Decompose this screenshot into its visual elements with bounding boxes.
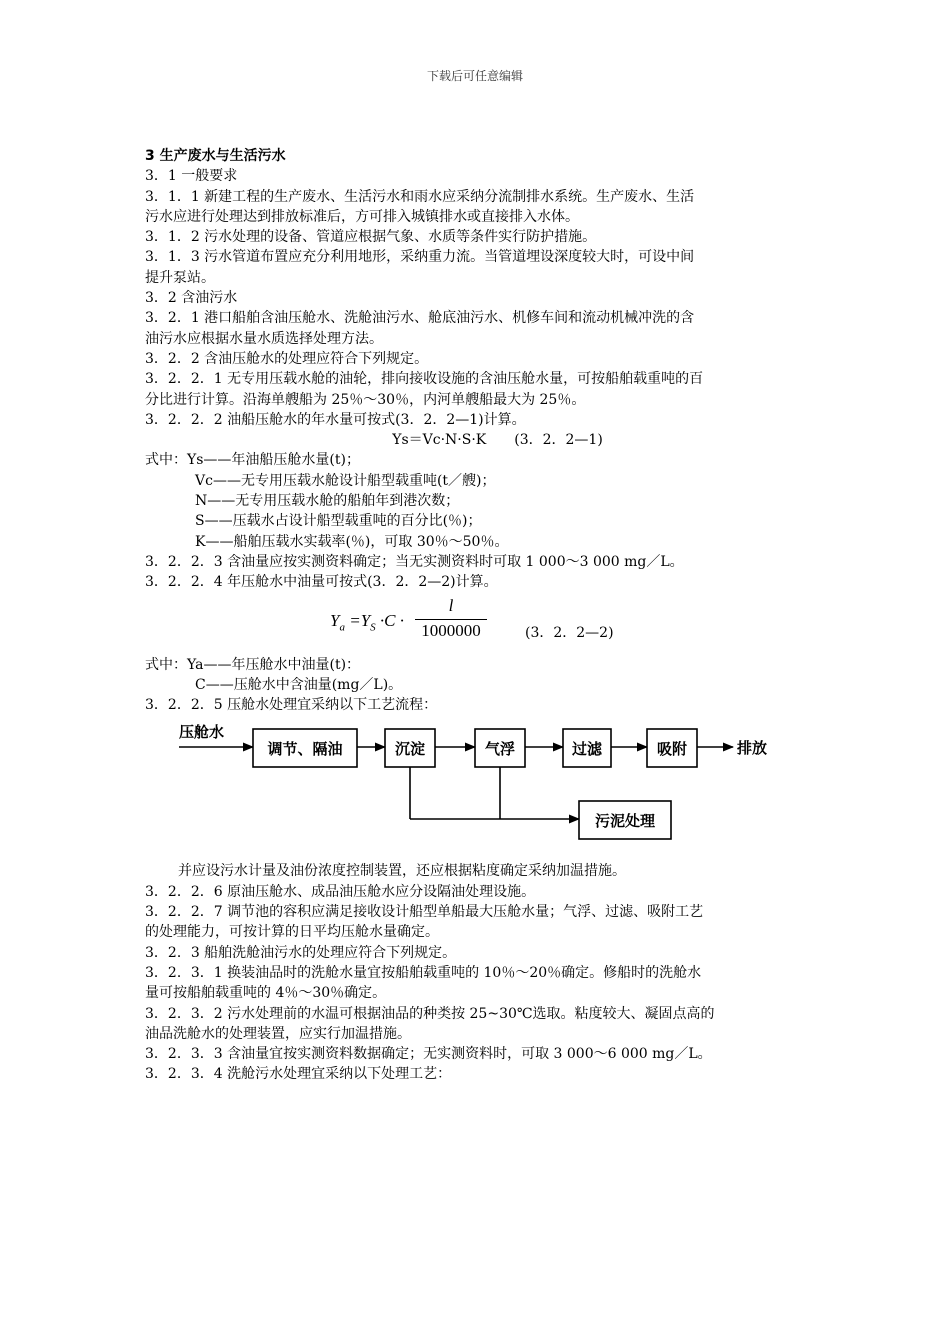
paragraph-line: 并应设污水计量及油份浓度控制装置，还应根据粘度确定采纳加温措施。 (178, 863, 626, 880)
flow-label-sludge: 污泥处理 (594, 812, 656, 831)
paragraph-line: 提升泵站。 (145, 269, 215, 286)
fraction-denominator: 1000000 (421, 620, 481, 640)
legend-line: Vc——无专用压载水舱设计船型载重吨(t／艘)； (195, 472, 496, 489)
paragraph-line: 3．1．2 污水处理的设备、管道应根据气象、水质等条件实行防护措施。 (145, 229, 597, 246)
paragraph-line: 3．2．2．5 压舱水处理宜采纳以下工艺流程： (145, 697, 438, 714)
process-flow-diagram (177, 721, 777, 857)
formula-2-lhs: $Y_a =Y_S \cdot C$ · (330, 610, 404, 633)
paragraph-line: 3．2．3 船舶洗舱油污水的处理应符合下列规定。 (145, 944, 457, 961)
paragraph-line: 3．2．3．2 污水处理前的水温可根据油品的种类按 25~30℃选取。粘度较大、凝固点高的 (145, 1005, 715, 1022)
paragraph-line: 油污水应根据水量水质选择处理方法。 (145, 330, 383, 347)
paragraph-line: 油品洗舱水的处理装置，应实行加温措施。 (145, 1025, 411, 1042)
paragraph-line: 污水应进行处理达到排放标准后，方可排入城镇排水或直接排入水体。 (145, 208, 579, 225)
paragraph-line: 3．2．3．3 含油量宜按实测资料数据确定；无实测资料时，可取 3 000～6 000 mg／L。 (145, 1046, 712, 1063)
paragraph-line: 分比进行计算。沿海单艘船为 25％～30％，内河单艘船最大为 25％。 (145, 391, 586, 408)
legend-line: N——无专用压载水舱的船舶年到港次数； (195, 493, 460, 510)
flow-output-label: 排放 (737, 739, 768, 758)
flow-label-settle: 沉淀 (394, 740, 426, 759)
flow-label-adsorb: 吸附 (656, 740, 688, 759)
formula-2-number: (3．2．2—2) (525, 624, 614, 641)
paragraph-line: 的处理能力，可按计算的日平均压舱水量确定。 (145, 924, 439, 941)
section-heading: 3 生产废水与生活污水 (145, 148, 286, 164)
flow-label-adjust: 调节、隔油 (267, 740, 343, 759)
paragraph-line: 3．2．2．7 调节池的容积应满足接收设计船型单船最大压舱水量；气浮、过滤、吸附工艺 (145, 904, 704, 921)
page-header: 下载后可任意编辑 (426, 69, 523, 83)
paragraph-line: 3．2．2．2 油船压舱水的年水量可按式(3．2．2—1)计算。 (145, 411, 526, 428)
flow-input-label: 压舱水 (179, 723, 225, 742)
paragraph-line: 3．2．2．1 无专用压载水舱的油轮，排向接收设施的含油压舱水量，可按船舶载重吨的百 (145, 371, 704, 388)
fraction-numerator: l (448, 595, 454, 615)
paragraph-line: 3．2．3．4 洗舱污水处理宜采纳以下处理工艺： (145, 1066, 452, 1083)
paragraph-line: 3．2．1 港口船舶含油压舱水、洗舱油污水、舱底油污水、机修车间和流动机械冲洗的含 (145, 310, 695, 327)
paragraph-line: 3．2．2．6 原油压舱水、成品油压舱水应分设隔油处理设施。 (145, 883, 536, 900)
formula-1: Ys＝Vc·N·S·K (3．2．2—1) (392, 432, 603, 449)
legend-line: 式中：Ya——年压舱水中油量(t)： (145, 656, 361, 673)
paragraph-line: 3．2．2．4 年压舱水中油量可按式(3．2．2—2)计算。 (145, 574, 498, 591)
formula-2-fraction (415, 593, 487, 642)
document-body (145, 146, 810, 1085)
subsection-heading: 3．2 含油污水 (145, 290, 238, 307)
paragraph-line: 3．1．1 新建工程的生产废水、生活污水和雨水应采纳分流制排水系统。生产废水、生活 (145, 188, 695, 205)
legend-line: K——船舶压载水实载率(％)，可取 30％～50％。 (195, 533, 509, 550)
paragraph-line: 3．2．2 含油压舱水的处理应符合下列规定。 (145, 350, 429, 367)
flow-label-filter: 过滤 (571, 740, 603, 759)
legend-line: S——压载水占设计船型载重吨的百分比(％)； (195, 513, 482, 530)
legend-line: C——压舱水中含油量(mg／L)。 (195, 676, 403, 693)
flow-label-float: 气浮 (484, 740, 516, 759)
formula-2 (145, 593, 810, 655)
paragraph-line: 3．2．3．1 换装油品时的洗舱水量宜按船舶载重吨的 10％～20％确定。修船时的洗舱水 (145, 964, 702, 981)
subsection-heading: 3．1 一般要求 (145, 168, 238, 185)
paragraph-line: 3．2．2．3 含油量应按实测资料确定；当无实测资料时可取 1 000～3 000 mg／L。 (145, 553, 684, 570)
paragraph-line: 3．1．3 污水管道布置应充分利用地形，采纳重力流。当管道埋设深度较大时，可设中间 (145, 249, 695, 266)
legend-line: 式中：Ys——年油船压舱水量(t)； (145, 452, 360, 469)
paragraph-line: 量可按船舶载重吨的 4％～30％确定。 (145, 985, 387, 1002)
